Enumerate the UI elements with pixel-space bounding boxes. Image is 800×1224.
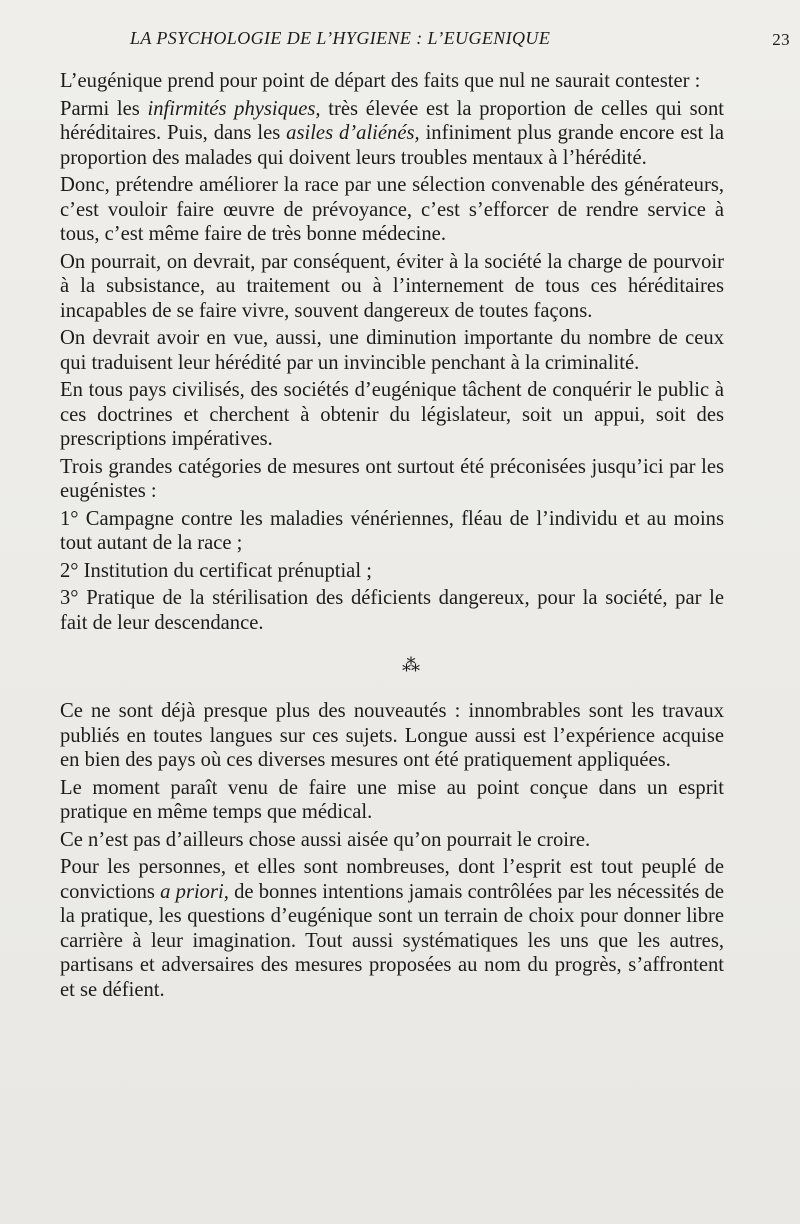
- paragraph-11-text-b: de bonnes intentions jamais contrôlées par les nécessités de la pratique, les questions d’eugénique sont un terrain de choix pour donner libre carrière à leur imagination. Tout aussi systématiques les uns que les autres, partisans et adversaires des mesures proposées au nom du progrès, s’affrontent et se défient.: [60, 880, 725, 1001]
- paragraph-11: [58, 855, 724, 1002]
- measure-item-1: 1° Campagne contre les maladies vénériennes, fléau de l’individu et au moins tout autant de la race ;: [60, 507, 724, 554]
- paragraph-6: En tous pays civilisés, des sociétés d’eugénique tâchent de conquérir le public à ces doctrines et cherchent à obtenir du législateur, soit un appui, soit des prescriptions impératives.: [60, 379, 724, 450]
- section-asterism: ⁂: [402, 655, 420, 675]
- paragraph-5: On devrait avoir en vue, aussi, une diminution importante du nombre de ceux qui traduisent leur hérédité par un invincible penchant à la criminalité.: [60, 327, 724, 374]
- paragraph-3: Donc, prétendre améliorer la race par une sélection convenable des générateurs, c’est vouloir faire œuvre de prévoyance, c’est s’efforcer de rendre service à tous, c’est même faire de très bonne médecine.: [60, 174, 724, 245]
- paragraph-9: Le moment paraît venu de faire une mise au point conçue dans un esprit pratique en même temps que médical.: [60, 776, 724, 823]
- measure-item-2: 2° Institution du certificat prénuptial ;: [60, 559, 372, 582]
- paragraph-2-text-b: très élevée est la proportion de celles qui sont héréditaires. Puis, dans les: [60, 97, 724, 144]
- paragraph-2-emphasis-2: asiles d’aliénés,: [286, 122, 420, 144]
- measure-item-3: 3° Pratique de la stérilisation des déficients dangereux, pour la société, par le fait de leur descendance.: [60, 587, 724, 634]
- paragraph-2-emphasis-1: infirmités physiques,: [147, 97, 321, 120]
- paragraph-7: Trois grandes catégories de mesures ont surtout été préconisées jusqu’ici par les eugénistes :: [60, 455, 724, 502]
- paragraph-8: Ce ne sont déjà presque plus des nouveautés : innombrables sont les travaux publiés en toutes langues sur ces sujets. Longue aussi est l’expérience acquise en bien des pays où ces diverses mesures ont été pratiquement appliquées.: [60, 700, 724, 771]
- running-title: LA PSYCHOLOGIE DE L’HYGIENE : L’EUGENIQUE: [130, 28, 551, 48]
- page-number: 23: [772, 30, 790, 49]
- paragraph-4: On pourrait, on devrait, par conséquent, éviter à la société la charge de pourvoir à la subsistance, au traitement ou à l’internement de tous ces héréditaires incapables de se faire vivre, souvent dangereux de toutes façons.: [60, 250, 724, 322]
- paragraph-10: Ce n’est pas d’ailleurs chose aussi aisée qu’on pourrait le croire.: [60, 828, 591, 851]
- page-body: [58, 69, 724, 1002]
- paragraph-2: [58, 97, 724, 171]
- page-header: [58, 26, 790, 56]
- paragraph-11-emphasis: a priori,: [160, 880, 229, 903]
- paragraph-2-text-c: infiniment plus grande encore est la proportion des malades qui doivent leurs troubles mentaux à l’hérédité.: [60, 122, 724, 169]
- paragraph-1: L’eugénique prend pour point de départ des faits que nul ne saurait contester :: [60, 70, 701, 92]
- paragraph-11-text-a: Pour les personnes, et elles sont nombreuses, dont l’esprit est tout peuplé de convictions: [60, 856, 724, 903]
- paragraph-2-text-a: Parmi les: [60, 97, 148, 120]
